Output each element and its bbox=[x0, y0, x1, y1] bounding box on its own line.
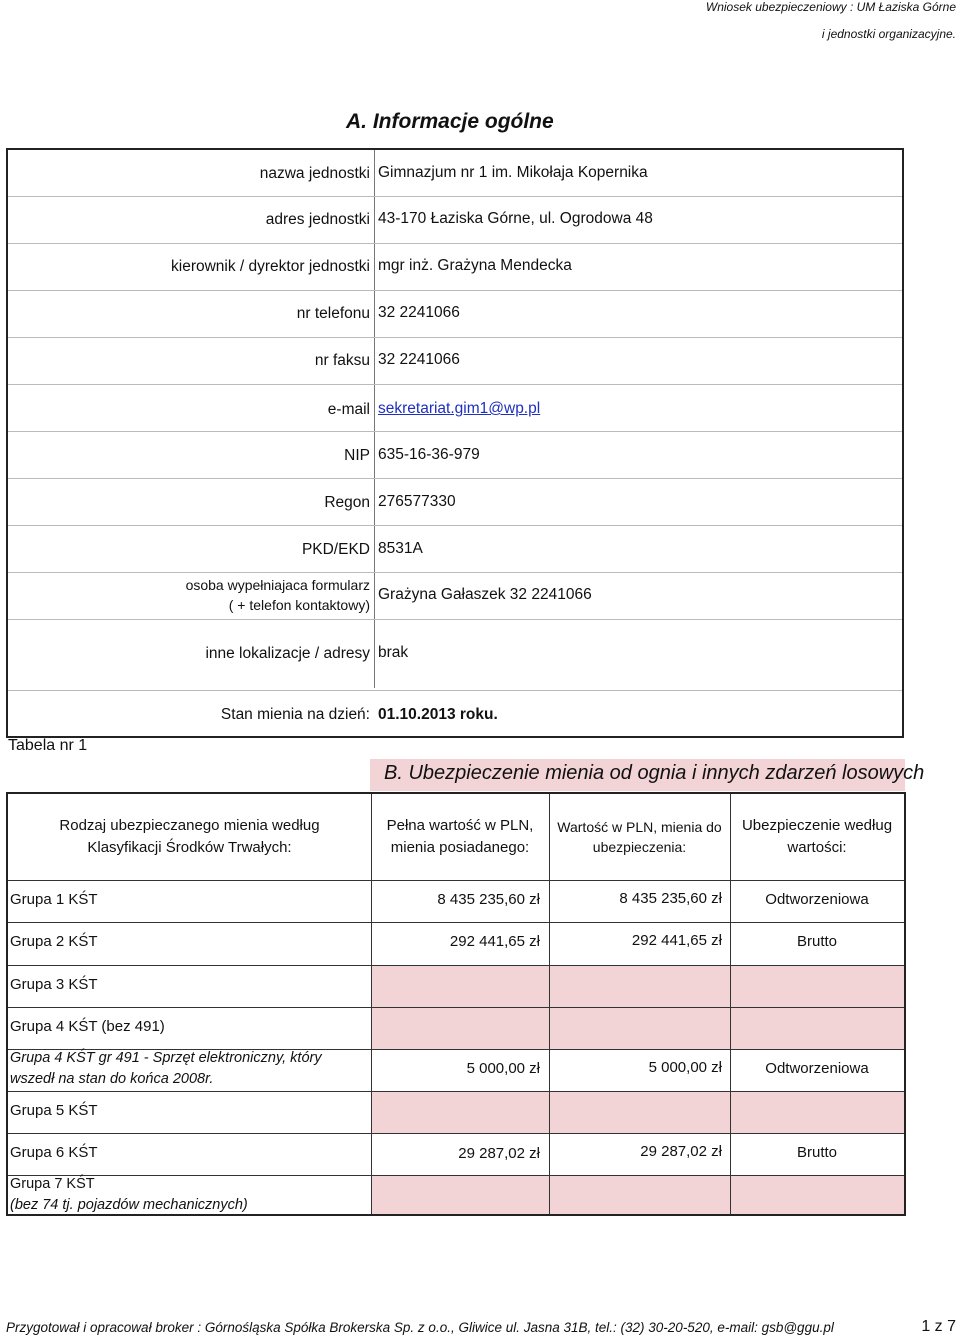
row-divider bbox=[8, 922, 904, 923]
info-label: nr faksu bbox=[314, 352, 370, 369]
info-label: osoba wypełniajaca formularz bbox=[185, 577, 370, 593]
row-divider bbox=[8, 965, 904, 966]
info-row-locations bbox=[8, 619, 902, 691]
empty-cell bbox=[549, 965, 730, 1007]
general-info-table bbox=[6, 148, 904, 738]
header-line: ubezpieczenia: bbox=[592, 839, 687, 855]
valuation-cell: Odtworzeniowa bbox=[765, 1060, 869, 1077]
row-divider bbox=[8, 1091, 904, 1092]
info-row-fax bbox=[8, 337, 902, 385]
info-row-email bbox=[8, 384, 902, 432]
insured-value-cell: 8 435 235,60 zł bbox=[619, 890, 722, 907]
column-header-full-value bbox=[371, 794, 549, 880]
table-row-label: Grupa 3 KŚT bbox=[10, 976, 98, 993]
empty-cell bbox=[549, 1007, 730, 1049]
table-row-label-secondary: (bez 74 tj. pojazdów mechanicznych) bbox=[10, 1197, 248, 1213]
empty-cell bbox=[549, 1091, 730, 1133]
info-value: brak bbox=[378, 644, 409, 661]
page-number: 1 z 7 bbox=[921, 1318, 956, 1335]
info-label: e-mail bbox=[327, 401, 370, 418]
info-label: inne lokalizacje / adresy bbox=[205, 645, 370, 662]
info-row-nip bbox=[8, 431, 902, 479]
empty-cell bbox=[371, 1175, 549, 1214]
document-header-line2: i jednostki organizacyjne. bbox=[821, 27, 956, 41]
row-divider bbox=[8, 1133, 904, 1134]
column-header-type bbox=[8, 794, 371, 880]
empty-cell bbox=[730, 965, 904, 1007]
info-label-secondary: ( + telefon kontaktowy) bbox=[228, 597, 370, 613]
property-insurance-table bbox=[6, 792, 906, 1216]
table-row-label: Grupa 4 KŚT gr 491 - Sprzęt elektroniczny, który bbox=[10, 1050, 322, 1066]
insured-value-cell: 292 441,65 zł bbox=[631, 932, 722, 949]
table-number-label: Tabela nr 1 bbox=[8, 737, 88, 754]
info-label: adres jednostki bbox=[265, 211, 370, 228]
info-value: 276577330 bbox=[378, 493, 456, 510]
section-b-title: B. Ubezpieczenie mienia od ognia i innych zdarzeń losowych bbox=[384, 762, 925, 784]
table-row-label: Grupa 7 KŚT bbox=[10, 1176, 95, 1192]
page-footer: Przygotował i opracował broker : Górnośląska Spółka Brokerska Sp. z o.o., Gliwice ul. Jasna 31B, tel.: (32) 30-20-520, e-mail: gsb@ggu.pl bbox=[6, 1320, 834, 1335]
row-divider bbox=[8, 880, 904, 881]
full-value-cell: 29 287,02 zł bbox=[458, 1145, 540, 1162]
info-row-contact-person bbox=[8, 572, 902, 620]
header-line: Wartość w PLN, mienia do bbox=[557, 818, 722, 835]
info-value: 635-16-36-979 bbox=[378, 446, 480, 463]
valuation-cell: Brutto bbox=[796, 1144, 838, 1161]
empty-cell bbox=[371, 1007, 549, 1049]
info-value: Gimnazjum nr 1 im. Mikołaja Kopernika bbox=[378, 164, 648, 181]
column-header-valuation bbox=[730, 794, 904, 880]
header-line: Rodzaj ubezpieczanego mienia według bbox=[59, 817, 320, 835]
table-row-label: Grupa 4 KŚT (bez 491) bbox=[10, 1018, 165, 1035]
info-label: Stan mienia na dzień: bbox=[220, 706, 370, 723]
info-label: kierownik / dyrektor jednostki bbox=[171, 258, 370, 275]
info-row-phone bbox=[8, 290, 902, 338]
table-row-label: Grupa 2 KŚT bbox=[10, 933, 98, 950]
table-row-label-secondary: wszedł na stan do końca 2008r. bbox=[10, 1071, 214, 1087]
email-link[interactable]: sekretariat.gim1@wp.pl bbox=[378, 400, 541, 417]
full-value-cell: 8 435 235,60 zł bbox=[437, 891, 540, 908]
empty-cell bbox=[371, 965, 549, 1007]
header-line: mienia posiadanego: bbox=[390, 839, 530, 856]
info-value: Grażyna Gałaszek 32 2241066 bbox=[378, 586, 592, 603]
section-a-title: A. Informacje ogólne bbox=[346, 110, 554, 133]
info-label: Regon bbox=[324, 494, 370, 511]
full-value-cell: 292 441,65 zł bbox=[449, 933, 540, 950]
info-row-name bbox=[8, 150, 902, 197]
table-row-label: Grupa 5 KŚT bbox=[10, 1102, 98, 1119]
empty-cell bbox=[549, 1175, 730, 1214]
valuation-cell: Odtworzeniowa bbox=[765, 891, 869, 908]
info-label: PKD/EKD bbox=[301, 541, 370, 558]
info-value: 8531A bbox=[378, 540, 423, 557]
insured-value-cell: 29 287,02 zł bbox=[640, 1143, 722, 1160]
info-label: NIP bbox=[344, 447, 370, 464]
info-row-director bbox=[8, 243, 902, 291]
header-line: Ubezpieczenie według bbox=[741, 817, 893, 835]
info-value: 32 2241066 bbox=[378, 304, 460, 321]
info-value: 43-170 Łaziska Górne, ul. Ogrodowa 48 bbox=[378, 210, 653, 227]
empty-cell bbox=[730, 1091, 904, 1133]
info-value: 32 2241066 bbox=[378, 351, 460, 368]
empty-cell bbox=[730, 1007, 904, 1049]
document-header-line1: Wniosek ubezpieczeniowy : UM Łaziska Górne bbox=[705, 0, 956, 14]
full-value-cell: 5 000,00 zł bbox=[466, 1060, 540, 1077]
info-value: mgr inż. Grażyna Mendecka bbox=[378, 257, 572, 274]
info-row-state-date bbox=[8, 690, 902, 738]
header-line: Klasyfikacji Środków Trwałych: bbox=[87, 839, 292, 856]
info-row-pkd bbox=[8, 525, 902, 573]
row-divider bbox=[8, 1007, 904, 1008]
valuation-cell: Brutto bbox=[796, 933, 838, 950]
table-row-label: Grupa 1 KŚT bbox=[10, 891, 98, 908]
empty-cell bbox=[730, 1175, 904, 1214]
info-value: 01.10.2013 roku. bbox=[378, 706, 498, 723]
table-row-label: Grupa 6 KŚT bbox=[10, 1144, 98, 1161]
insured-value-cell: 5 000,00 zł bbox=[648, 1059, 722, 1076]
column-header-insured-value bbox=[549, 794, 730, 880]
header-line: wartości: bbox=[787, 839, 847, 856]
row-divider bbox=[8, 1175, 904, 1176]
info-label: nazwa jednostki bbox=[259, 165, 370, 182]
header-line: Pełna wartość w PLN, bbox=[386, 817, 534, 835]
info-row-address bbox=[8, 196, 902, 244]
empty-cell bbox=[371, 1091, 549, 1133]
info-label: nr telefonu bbox=[296, 305, 370, 322]
info-row-regon bbox=[8, 478, 902, 526]
